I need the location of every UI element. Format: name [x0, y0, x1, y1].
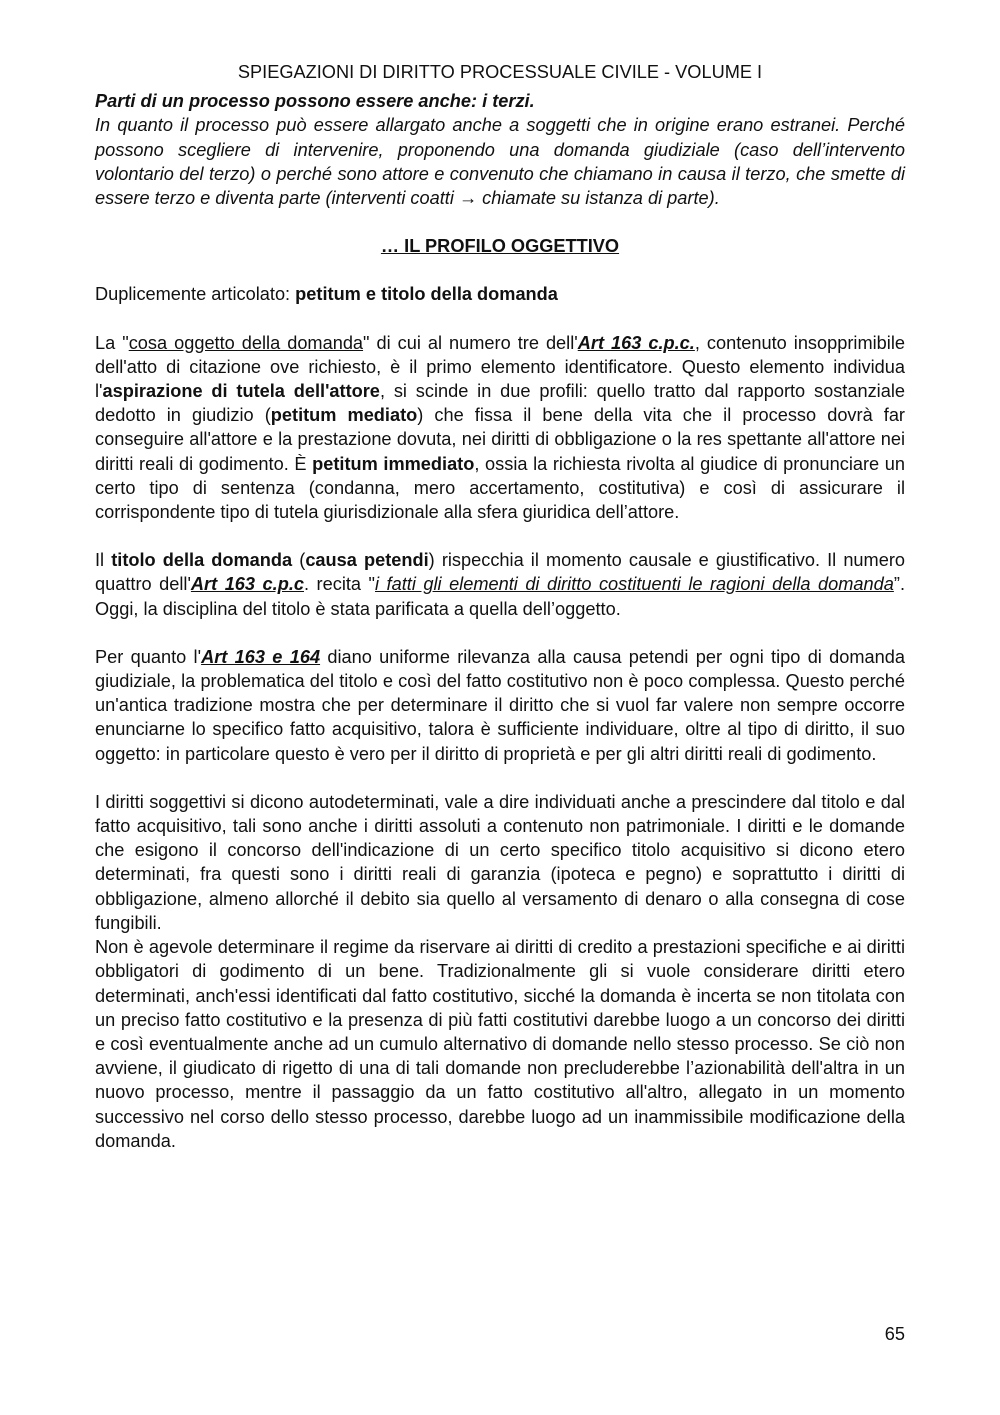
underlined-text: cosa oggetto della domanda: [128, 332, 364, 353]
page-number: 65: [884, 1324, 905, 1344]
article-reference: Art 163 e 164: [201, 646, 321, 667]
running-header: SPIEGAZIONI DI DIRITTO PROCESSUALE CIVILE - VOLUME I: [237, 62, 763, 82]
arrow-icon: →: [458, 188, 478, 209]
text: . recita ": [304, 574, 375, 595]
bold-text: petitum immediato: [312, 453, 475, 474]
quoted-text: i fatti gli elementi di diritto costituenti le ragioni della domanda: [375, 574, 894, 595]
text: , ossia la richiesta rivolta al giudice di pronunciare un certo tipo di sentenza (condanna, mero accertamento, costitutiva) e così di assicurare il corrispondente tipo di tutela giurisdizionale alla sfera giuridica dell’attore.: [95, 453, 905, 523]
text: ) rispecchia il momento causale e giustificativo. Il numero quattro dell': [95, 550, 905, 595]
text: ”. Oggi, la disciplina del titolo è stata parificata a quella dell’oggetto.: [95, 574, 906, 619]
paragraph-titolo: [95, 548, 905, 621]
text: , si scinde in due profili: quello tratto dal rapporto sostanziale dedotto in giudizio (: [95, 381, 905, 426]
text: (: [292, 550, 306, 571]
paragraph-diritti-di-credito: Non è agevole determinare il regime da riservare ai diritti di credito a prestazioni specifiche e ai diritti obbligatori di godimento di un bene. Tradizionalmente gli si vuole considerare diritti etero determinati, anch'essi identificati dal fatto costitutivo, sicché la domanda è incerta se non titolata con un preciso fatto costitutivo e la presenza di più fatti costitutivi darebbe luogo a un concorso dei diritti e così eventualmente anche ad un cumulo alternativo di domande nello stesso processo. Se ciò non avviene, il giudicato di rigetto di una di tali domande non precluderebbe l’azionabilità dell'altra in un nuovo processo, mentre il passaggio da un fatto costitutivo all'altro, allegato in un momento successivo nel corso dello stesso processo, darebbe luogo ad un inammissibile modificazione della domanda.: [95, 937, 905, 1151]
text: La ": [95, 332, 129, 353]
article-reference: Art 163 c.p.c.: [577, 332, 695, 353]
paragraph-art-163-164: [95, 645, 905, 766]
article-reference: Art 163 c.p.c: [190, 574, 304, 595]
intro-text-end: chiamate su istanza di parte).: [477, 188, 720, 209]
bold-text: petitum e titolo della domanda: [295, 284, 558, 305]
text: " di cui al numero tre dell': [363, 332, 578, 353]
text: ) che fissa il bene della vita che il processo dovrà far conseguire all'attore e la prestazione dovuta, nei diritti di obbligazione o la res spettante all'attore nei diritti reali di godimento. È: [95, 405, 905, 474]
bold-text: titolo della domanda: [111, 550, 293, 571]
text: Duplicemente articolato:: [95, 284, 296, 305]
section-heading: … IL PROFILO OGGETTIVO: [380, 236, 620, 257]
text: Il: [95, 550, 112, 571]
intro-text: In quanto il processo può essere allargato anche a soggetti che in origine erano estranei. Perché possono scegliere di intervenire, proponendo una domanda giudiziale (caso dell’intervento volontario del terzo) o perché sono attore e convenuto che chiamano in causa il terzo, che smette di essere terzo e diventa parte (interventi coatti: [95, 115, 905, 209]
bold-text: petitum mediato: [270, 405, 418, 426]
bold-text: aspirazione di tutela dell'attore: [102, 381, 380, 402]
intro-paragraph: [95, 89, 905, 210]
page-content: [95, 60, 905, 1153]
paragraph-duplicemente: [95, 282, 905, 306]
paragraph-petitum: [95, 331, 905, 525]
paragraph-diritti-soggettivi: I diritti soggettivi si dicono autodeterminati, vale a dire individuati anche a prescindere dal titolo e dal fatto acquisitivo, tali sono anche i diritti assoluti a contenuto non patrimoniale. I diritti e le domande che esigono il concorso dell'indicazione di un certo specifico titolo acquisitivo si dicono etero determinati, fra questi sono i diritti reali di garanzia (ipoteca e pegno) e soprattutto i diritti di obbligazione, almeno allorché il debito sia quello al versamento di denaro o alla consegna di cose fungibili.: [95, 791, 905, 933]
text: Per quanto l': [95, 646, 202, 667]
intro-heading: Parti di un processo possono essere anche: i terzi.: [95, 91, 535, 112]
text: diano uniforme rilevanza alla causa petendi per ogni tipo di domanda giudiziale, la problematica del titolo e così del fatto costitutivo non è poco complessa. Questo perché un'antica tradizione mostra che per determinare il diritto che si vuol far valere non sempre occorre enunciarne lo specifico fatto acquisitivo, talora è sufficiente individuare, oltre al tipo di diritto, il suo oggetto: in particolare questo è vero per il diritto di proprietà e per gli altri diritti reali di godimento.: [95, 646, 905, 764]
text: , contenuto insopprimibile dell'atto di citazione ove richiesto, è il primo elemento identificatore. Questo elemento individua l': [95, 332, 905, 402]
bold-text: causa petendi: [305, 550, 429, 571]
